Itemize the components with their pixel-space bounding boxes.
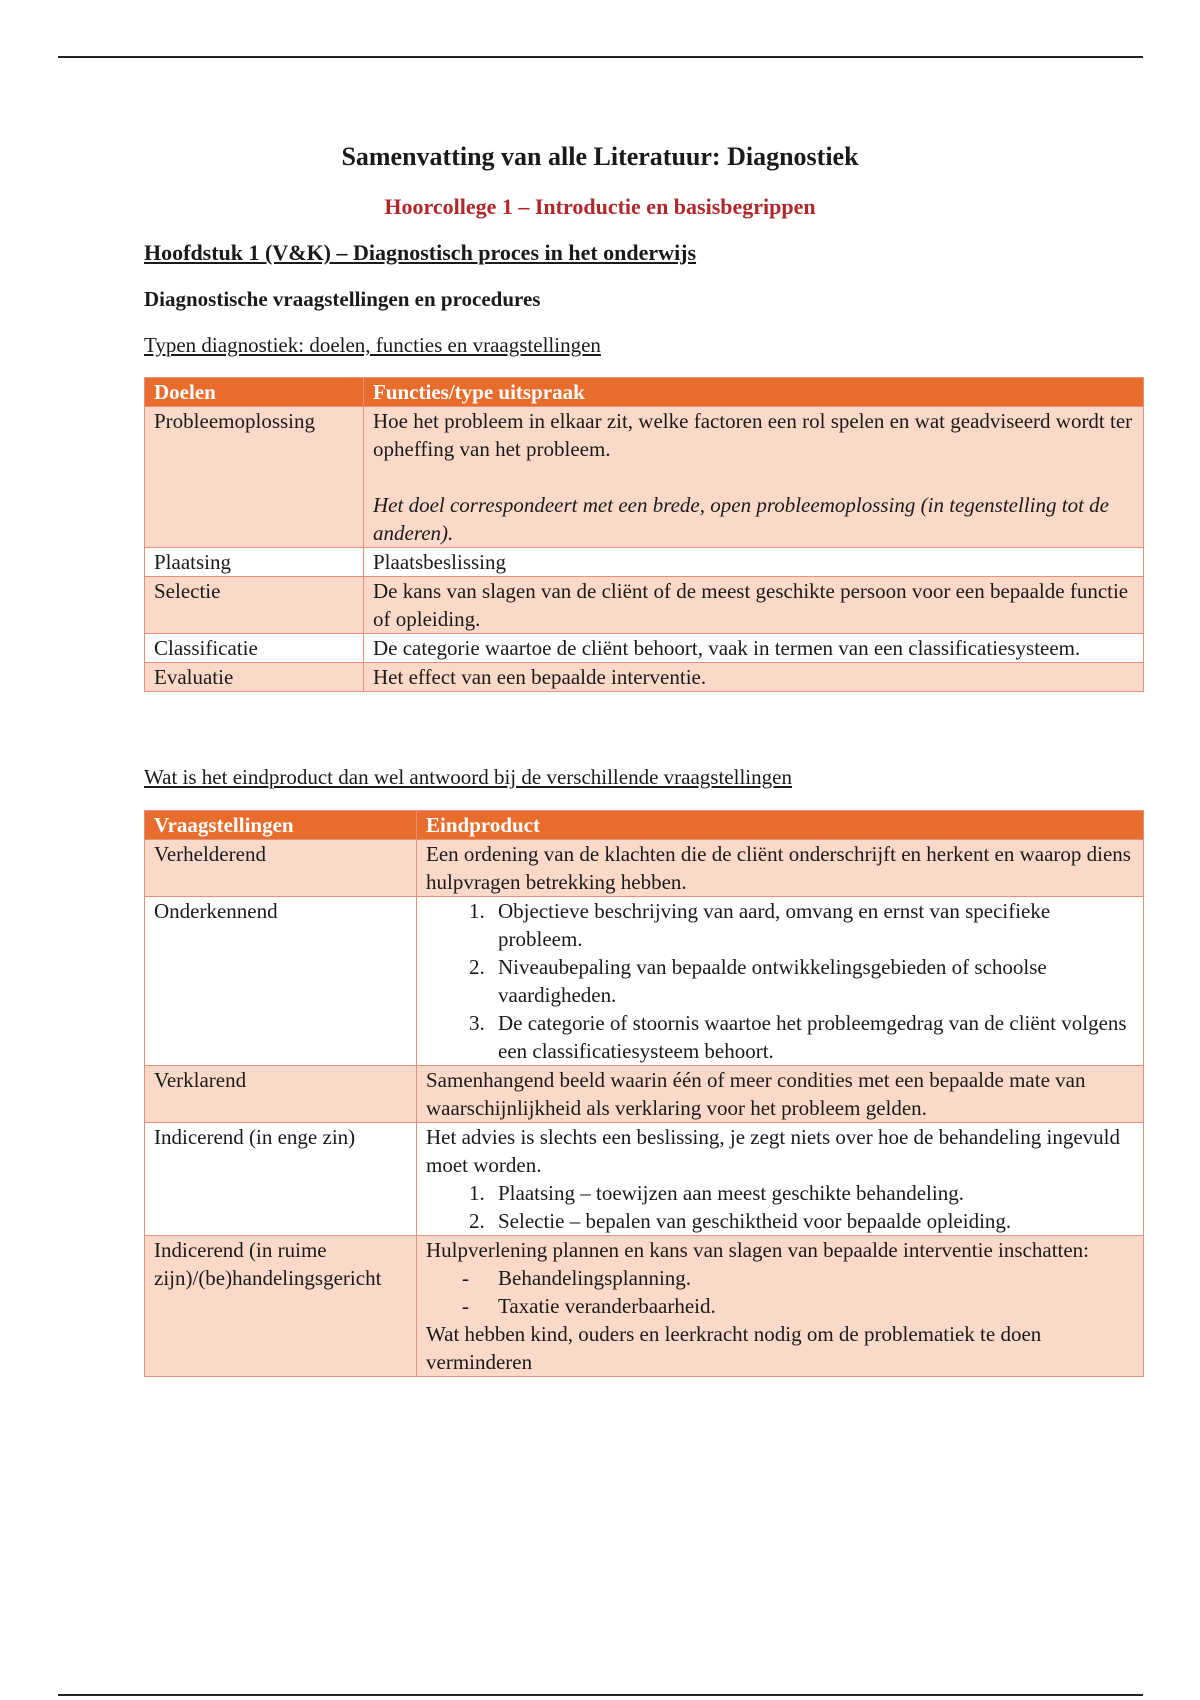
chapter-heading: Hoofdstuk 1 (V&K) – Diagnostisch proces in het onderwijs [144, 240, 697, 265]
questions-table [144, 810, 1144, 1377]
question-cell: Onderkennend [145, 897, 417, 1066]
table-row [145, 407, 1144, 548]
product-text: Hulpverlening plannen en kans van slagen van bepaalde interventie inschatten: [426, 1238, 1090, 1262]
function-text: Hoe het probleem in elkaar zit, welke factoren een rol spelen en wat geadviseerd wordt ter opheffing van het probleem. [373, 409, 1133, 461]
table-row [145, 1236, 1144, 1377]
question-cell: Indicerend (in ruime zijn)/(be)handelingsgericht [145, 1236, 417, 1377]
list-item: - Taxatie veranderbaarheid. [490, 1292, 1134, 1320]
table-header-row [145, 378, 1144, 407]
function-note: Het doel correspondeert met een brede, open probleemoplossing (in tegenstelling tot de anderen). [373, 493, 1109, 545]
table-row [145, 840, 1144, 897]
table-row [145, 1066, 1144, 1123]
goal-cell: Evaluatie [145, 663, 364, 692]
bottom-rule [58, 1694, 1143, 1696]
function-cell: De kans van slagen van de cliënt of de meest geschikte persoon voor een bepaalde functie of opleiding. [364, 577, 1144, 634]
list-item: 2. Niveaubepaling van bepaalde ontwikkelingsgebieden of schoolse vaardigheden. [490, 953, 1134, 1009]
top-rule [58, 56, 1143, 58]
column-header: Eindproduct [417, 811, 1144, 840]
question-cell: Verhelderend [145, 840, 417, 897]
lecture-title: Hoorcollege 1 – Introductie en basisbegrippen [384, 194, 816, 219]
question-cell: Indicerend (in enge zin) [145, 1123, 417, 1236]
product-cell: Een ordening van de klachten die de cliënt onderschrijft en herkent en waarop diens hulpvragen betrekking hebben. [417, 840, 1144, 897]
column-header: Doelen [145, 378, 364, 407]
dash-list [426, 1264, 1134, 1320]
table-header-row [145, 811, 1144, 840]
goal-cell: Selectie [145, 577, 364, 634]
spacer [373, 463, 1134, 491]
list-item: 1. Plaatsing – toewijzen aan meest geschikte behandeling. [490, 1179, 1134, 1207]
column-header: Functies/type uitspraak [364, 378, 1144, 407]
function-cell [364, 407, 1144, 548]
list-item: 2. Selectie – bepalen van geschiktheid voor bepaalde opleiding. [490, 1207, 1134, 1235]
question-cell: Verklarend [145, 1066, 417, 1123]
table-row [145, 897, 1144, 1066]
product-cell [417, 1123, 1144, 1236]
table-row [145, 548, 1144, 577]
table-row [145, 577, 1144, 634]
numbered-list [426, 1179, 1134, 1235]
function-cell: De categorie waartoe de cliënt behoort, vaak in termen van een classificatiesysteem. [364, 634, 1144, 663]
document-title: Samenvatting van alle Literatuur: Diagnostiek [341, 142, 859, 171]
section-heading: Diagnostische vraagstellingen en procedures [144, 287, 541, 311]
product-text-after: Wat hebben kind, ouders en leerkracht nodig om de problematiek te doen verminderen [426, 1322, 1042, 1374]
product-cell [417, 1236, 1144, 1377]
column-header: Vraagstellingen [145, 811, 417, 840]
product-text: Het advies is slechts een beslissing, je zegt niets over hoe de behandeling ingevuld moet worden. [426, 1125, 1120, 1177]
list-item: - Behandelingsplanning. [490, 1264, 1134, 1292]
goals-table [144, 377, 1144, 692]
function-cell: Het effect van een bepaalde interventie. [364, 663, 1144, 692]
goal-cell: Classificatie [145, 634, 364, 663]
table-row [145, 634, 1144, 663]
list-item: 3. De categorie of stoornis waartoe het probleemgedrag van de cliënt volgens een classificatiesysteem behoort. [490, 1009, 1134, 1065]
product-cell: Samenhangend beeld waarin één of meer condities met een bepaalde mate van waarschijnlijkheid als verklaring voor het probleem gelden. [417, 1066, 1144, 1123]
goal-cell: Plaatsing [145, 548, 364, 577]
list-item: 1. Objectieve beschrijving van aard, omvang en ernst van specifieke probleem. [490, 897, 1134, 953]
goal-cell: Probleemoplossing [145, 407, 364, 548]
function-cell: Plaatsbeslissing [364, 548, 1144, 577]
table-row [145, 663, 1144, 692]
table2-caption: Wat is het eindproduct dan wel antwoord bij de verschillende vraagstellingen [144, 765, 792, 789]
table-row [145, 1123, 1144, 1236]
table1-caption: Typen diagnostiek: doelen, functies en vraagstellingen [144, 333, 601, 357]
product-cell [417, 897, 1144, 1066]
numbered-list [426, 897, 1134, 1065]
